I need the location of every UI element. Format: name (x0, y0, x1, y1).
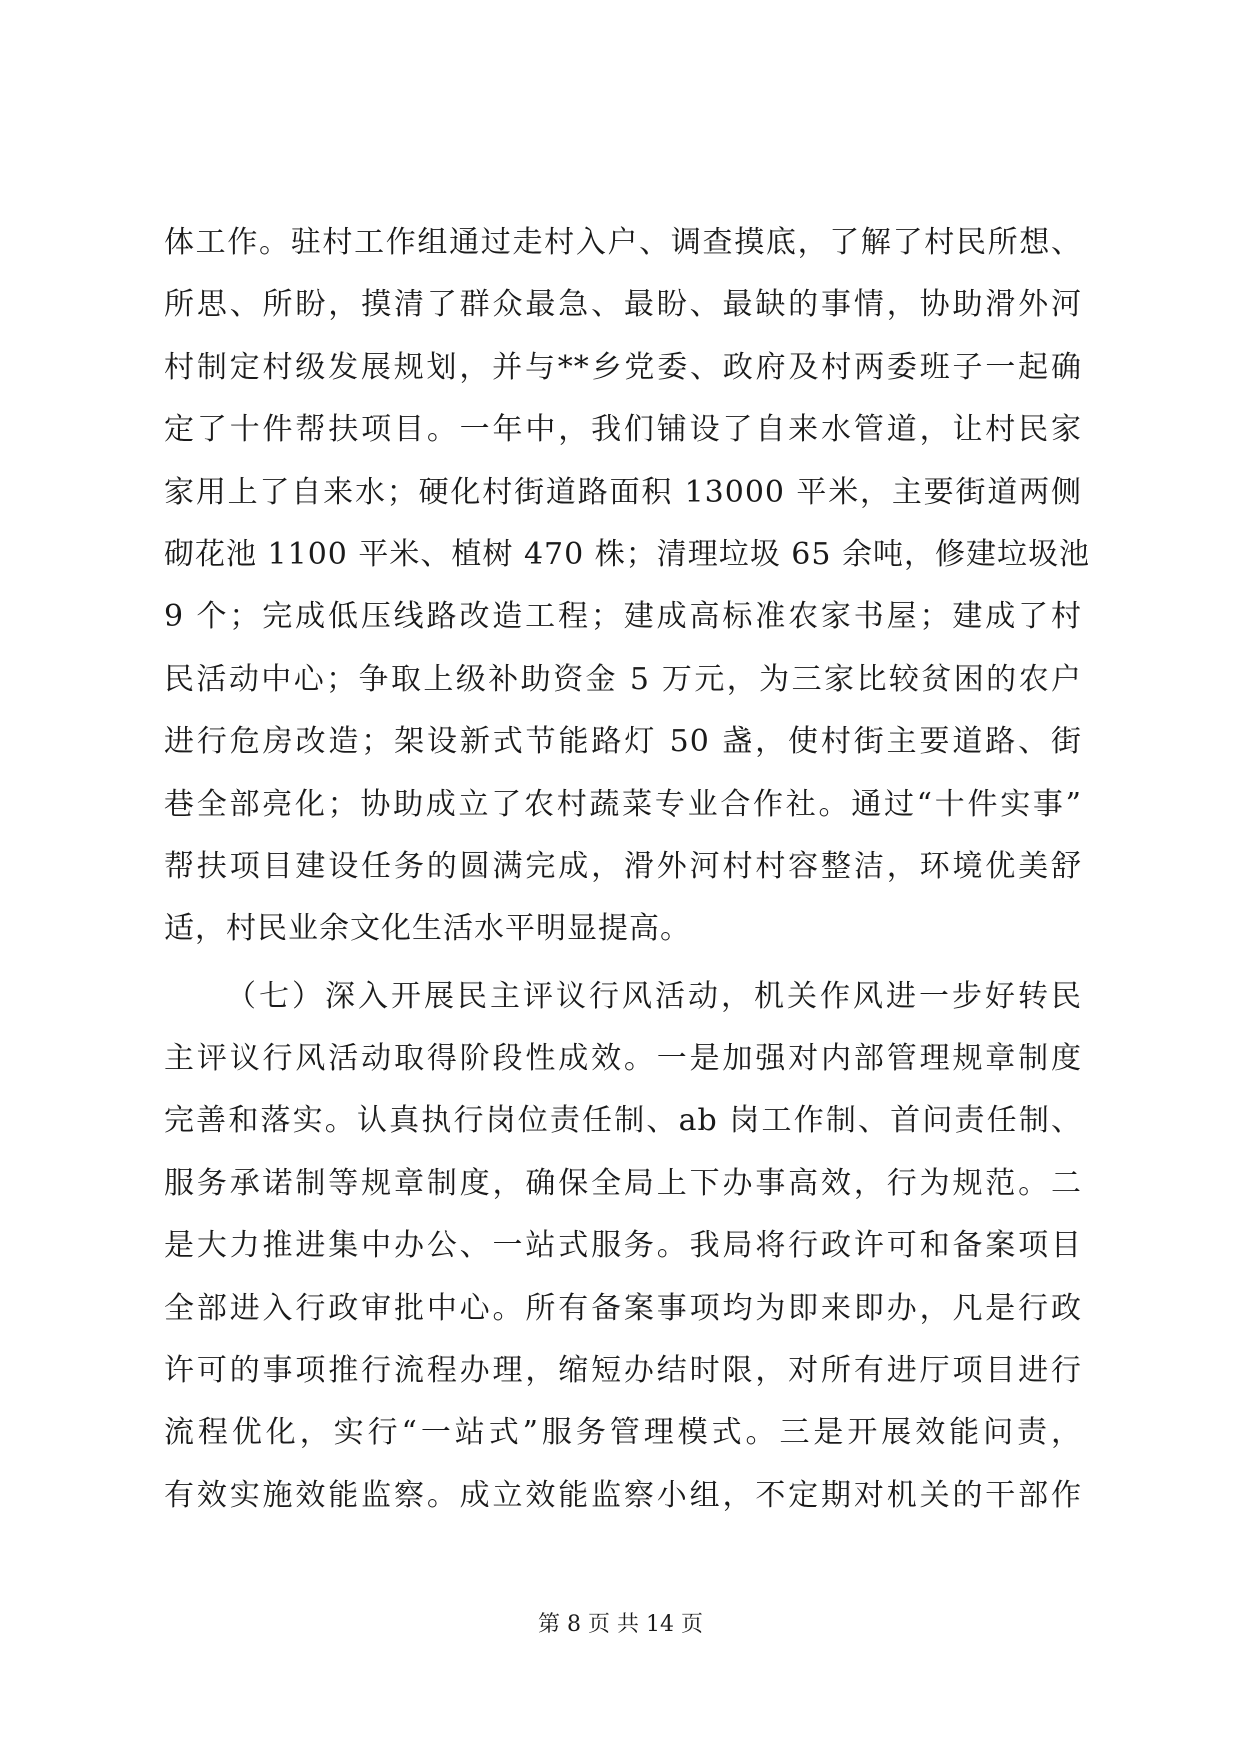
text-line: 9 个；完成低压线路改造工程；建成高标准农家书屋；建成了村 (164, 599, 1082, 635)
paragraph (164, 212, 1090, 961)
text-line: 是大力推进集中办公、一站式服务。我局将行政许可和备案项目 (164, 1228, 1082, 1264)
text-line: 巷全部亮化；协助成立了农村蔬菜专业合作社。通过“十件实事” (164, 786, 1082, 822)
text-line: 全部进入行政审批中心。所有备案事项均为即来即办，凡是行政 (164, 1290, 1082, 1326)
text-line: 进行危房改造；架设新式节能路灯 50 盏，使村街主要道路、街 (164, 724, 1082, 760)
text-line: 许可的事项推行流程办理，缩短办结时限，对所有进厅项目进行 (164, 1353, 1082, 1389)
text-line: 所思、所盼，摸清了群众最急、最盼、最缺的事情，协助滑外河 (164, 287, 1082, 323)
text-line: 主评议行风活动取得阶段性成效。一是加强对内部管理规章制度 (164, 1041, 1082, 1077)
text-line: 家用上了自来水；硬化村街道路面积 13000 平米，主要街道两侧 (164, 474, 1082, 510)
text-line: 完善和落实。认真执行岗位责任制、ab 岗工作制、首问责任制、 (164, 1103, 1082, 1139)
text-line: （七）深入开展民主评议行风活动，机关作风进一步好转民 (226, 978, 1082, 1014)
text-line: 村制定村级发展规划，并与**乡党委、政府及村两委班子一起确 (164, 349, 1082, 385)
document-body (164, 212, 1090, 1527)
text-line: 流程优化，实行“一站式”服务管理模式。三是开展效能问责， (164, 1415, 1082, 1451)
text-line: 民活动中心；争取上级补助资金 5 万元，为三家比较贫困的农户 (164, 661, 1082, 697)
page-number-footer: 第 8 页 共 14 页 (538, 1612, 703, 1637)
text-line: 帮扶项目建设任务的圆满完成，滑外河村村容整洁，环境优美舒 (164, 848, 1082, 884)
paragraph (164, 966, 1082, 1528)
text-line: 适，村民业余文化生活水平明显提高。 (164, 911, 691, 947)
text-line: 服务承诺制等规章制度，确保全局上下办事高效，行为规范。二 (164, 1165, 1082, 1201)
text-line: 砌花池 1100 平米、植树 470 株；清理垃圾 65 余吨，修建垃圾池 (164, 536, 1090, 572)
text-line: 有效实施效能监察。成立效能监察小组，不定期对机关的干部作 (164, 1477, 1082, 1513)
text-line: 定了十件帮扶项目。一年中，我们铺设了自来水管道，让村民家 (164, 412, 1082, 448)
text-line: 体工作。驻村工作组通过走村入户、调查摸底，了解了村民所想、 (164, 225, 1082, 260)
